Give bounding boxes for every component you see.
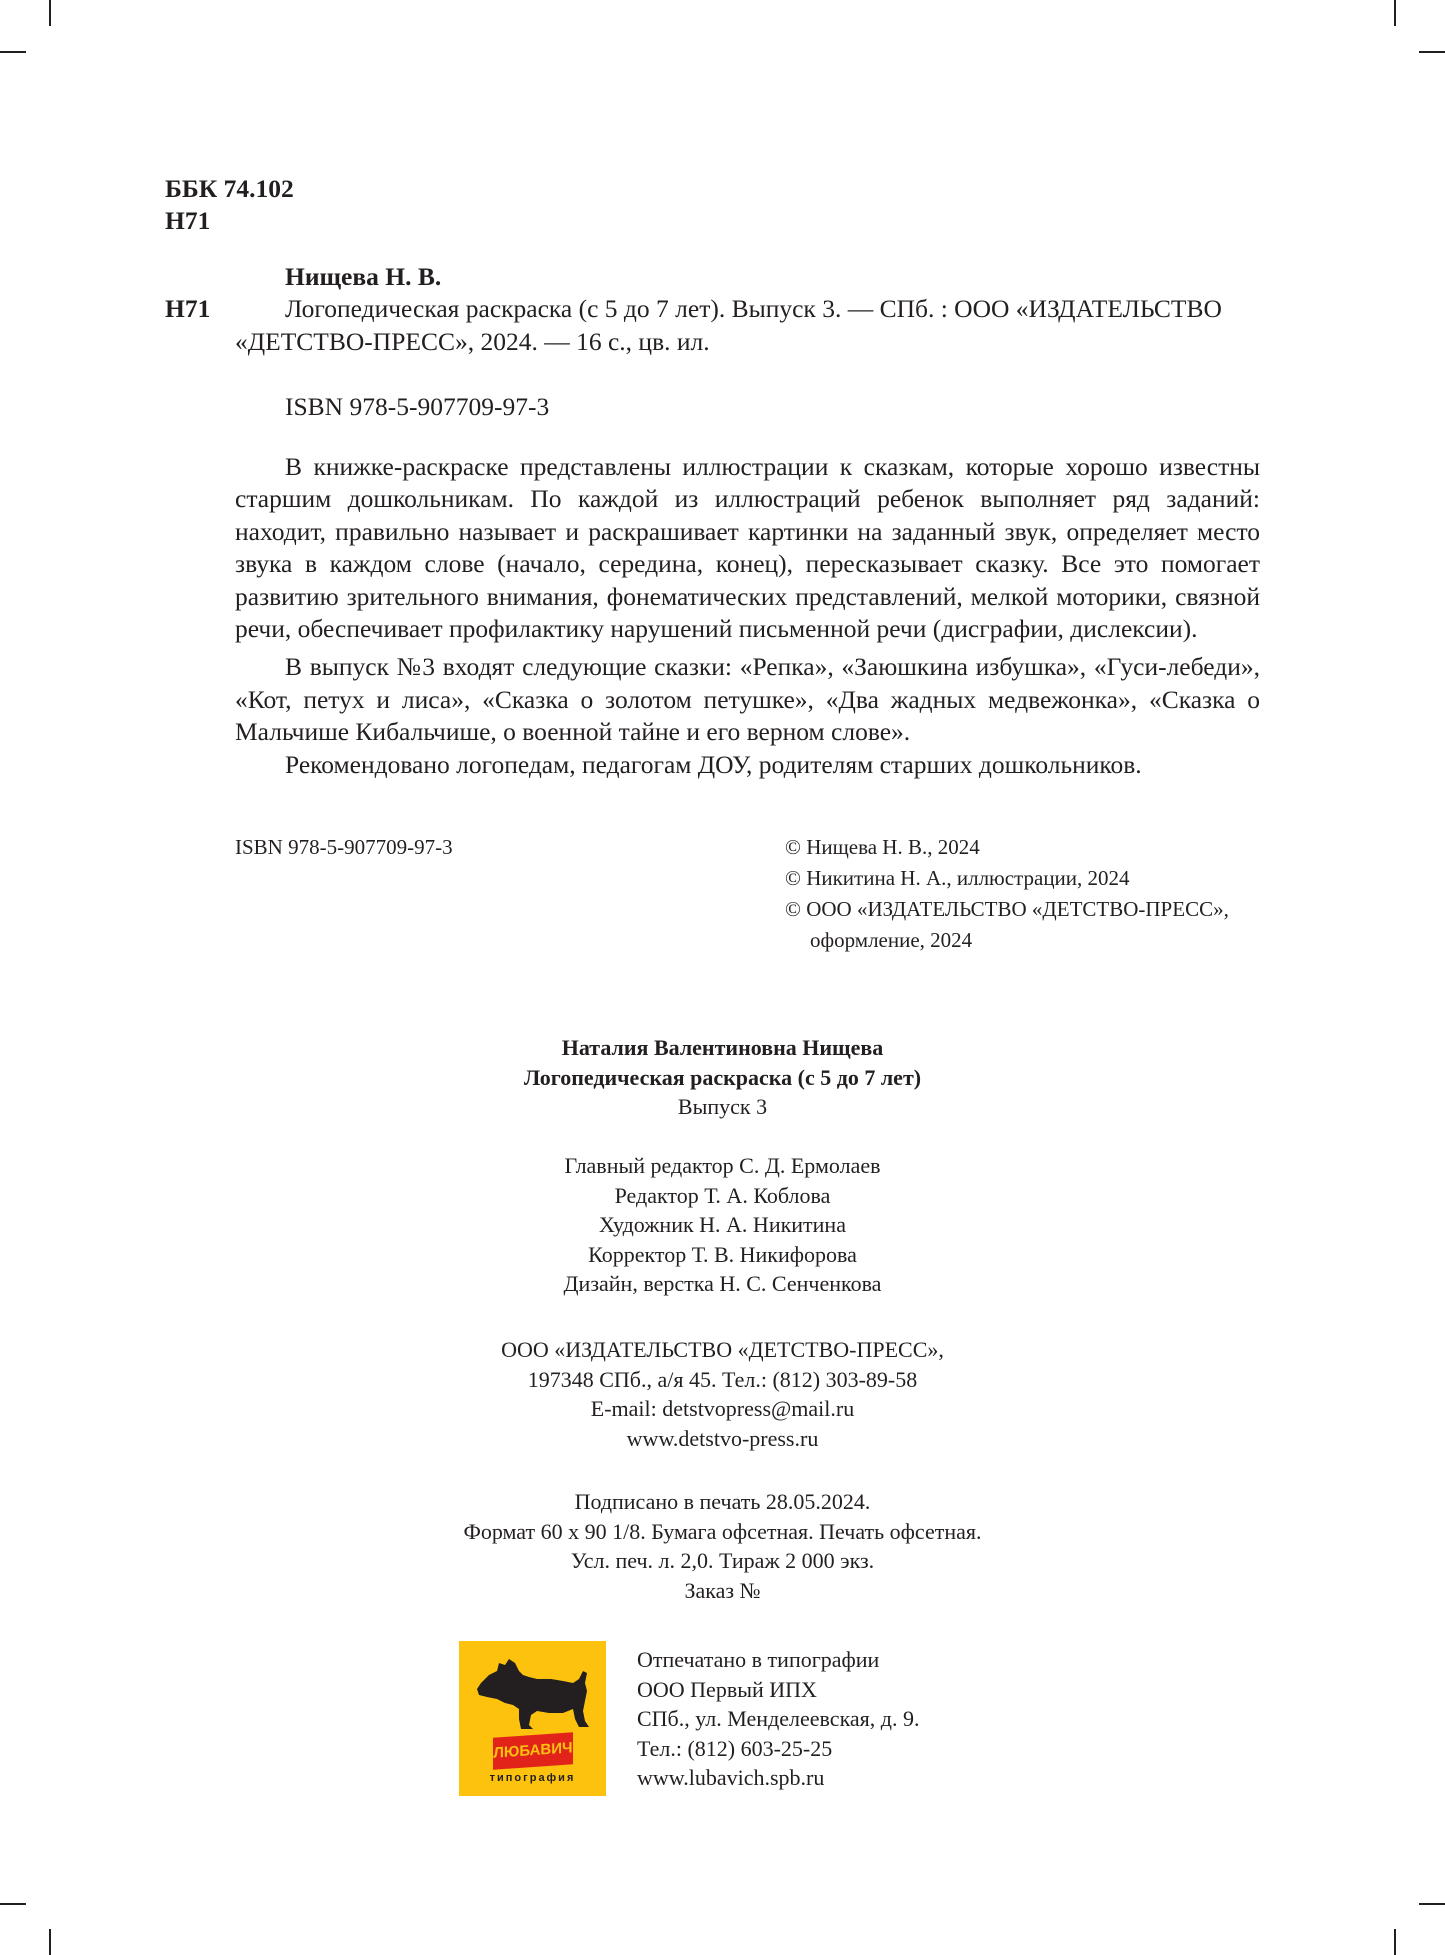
colophon-issue: Выпуск 3 — [677, 1094, 768, 1119]
author-mark: Н71 — [165, 206, 211, 235]
annotation-paragraph-1: В книжке-раскраске представлены иллюстрации к сказкам, которые хорошо известны старшим дошкольникам. По каждой из иллюстраций ребенок выполняет ряд заданий: находит, правильно называет и раскрашивает картинки на заданный звук, определяет место звука в каждом слове (начало, середина, конец), пересказывает сказку. Все это помогает развитию зрительного внимания, фонематических представлений, мелкой моторики, связной речи, обеспечивает профилактику нарушений письменной речи (дисграфии, дислексии). — [235, 452, 1260, 644]
crop-mark — [1394, 0, 1396, 26]
colophon-title: Логопедическая раскраска (с 5 до 7 лет) — [523, 1064, 922, 1090]
colophon-print-info — [0, 1487, 1445, 1605]
entry-description-line-2: «ДЕТСТВО-ПРЕСС», 2024. — 16 с., цв. ил. — [235, 327, 710, 356]
crop-mark — [49, 0, 51, 26]
scottish-terrier-icon — [459, 1641, 606, 1741]
entry-isbn: ISBN 978-5-907709-97-3 — [285, 392, 550, 421]
entry-author-mark: Н71 — [165, 294, 211, 323]
staff-line: Художник Н. А. Никитина — [599, 1212, 846, 1237]
entry-author: Нищева Н. В. — [285, 262, 442, 291]
crop-mark — [0, 1903, 26, 1905]
printer-logo — [459, 1641, 606, 1796]
colophon-title-block — [0, 1033, 1445, 1122]
colophon-staff — [0, 1151, 1445, 1299]
colophon-author: Наталия Валентиновна Нищева — [561, 1035, 884, 1060]
staff-line: Дизайн, верстка Н. С. Сенченкова — [563, 1271, 882, 1296]
staff-line: Главный редактор С. Д. Ермолаев — [564, 1153, 881, 1178]
annotation-paragraph-3: Рекомендовано логопедам, педагогам ДОУ, родителям старших дошкольников. — [285, 749, 1142, 779]
copyright-line: © Нищева Н. В., 2024 — [785, 835, 980, 859]
printer-logo-subtitle: типография — [489, 1772, 576, 1784]
printer-info — [637, 1645, 920, 1793]
print-info-line: Подписано в печать 28.05.2024. — [574, 1489, 871, 1514]
staff-line: Корректор Т. В. Никифорова — [588, 1241, 857, 1267]
crop-mark — [1394, 1929, 1396, 1955]
printer-line: СПб., ул. Менделеевская, д. 9. — [637, 1706, 920, 1731]
bbk-index: ББК 74.102 — [165, 174, 294, 203]
crop-mark — [1419, 1903, 1445, 1905]
footer-isbn: ISBN 978-5-907709-97-3 — [235, 835, 453, 859]
copyright-line: оформление, 2024 — [810, 928, 973, 952]
copyright-line: © ООО «ИЗДАТЕЛЬСТВО «ДЕТСТВО-ПРЕСС», — [785, 897, 1229, 921]
print-info-line: Усл. печ. л. 2,0. Тираж 2 000 экз. — [570, 1548, 875, 1573]
staff-line: Редактор Т. А. Коблова — [614, 1182, 831, 1208]
annotation — [235, 451, 1260, 781]
entry-description-line-1: Логопедическая раскраска (с 5 до 7 лет). Выпуск 3. — СПб. : ООО «ИЗДАТЕЛЬСТВО — [285, 294, 1222, 323]
crop-mark — [1419, 51, 1445, 53]
print-info-line: Формат 60 x 90 1/8. Бумага офсетная. Печать офсетная. — [463, 1518, 982, 1544]
colophon-publisher — [0, 1335, 1445, 1453]
publisher-email: E-mail: detstvopress@mail.ru — [590, 1396, 855, 1421]
printer-logo-name: ЛЮБАВИЧ — [493, 1732, 573, 1770]
crop-mark — [49, 1929, 51, 1955]
copyright-line: © Никитина Н. А., иллюстрации, 2024 — [785, 866, 1130, 890]
printer-line: Отпечатано в типографии — [637, 1647, 880, 1672]
printer-website: www.lubavich.spb.ru — [637, 1765, 825, 1790]
publisher-website: www.detstvo-press.ru — [626, 1425, 819, 1451]
crop-mark — [0, 51, 26, 53]
publisher-line: 197348 СПб., а/я 45. Тел.: (812) 303-89-58 — [527, 1366, 918, 1392]
printer-phone: Тел.: (812) 603-25-25 — [637, 1735, 833, 1761]
printer-line: ООО Первый ИПХ — [637, 1676, 817, 1702]
print-info-line: Заказ № — [684, 1577, 761, 1603]
annotation-paragraph-2: В выпуск №3 входят следующие сказки: «Репка», «Заюшкина избушка», «Гуси-лебеди», «Кот, петух и лиса», «Сказка о золотом петушке», «Два жадных медвежонка», «Сказка о Мальчише Кибальчише, о военной тайне и его верном слове». — [235, 652, 1260, 747]
publisher-line: ООО «ИЗДАТЕЛЬСТВО «ДЕТСТВО-ПРЕСС», — [501, 1337, 944, 1362]
